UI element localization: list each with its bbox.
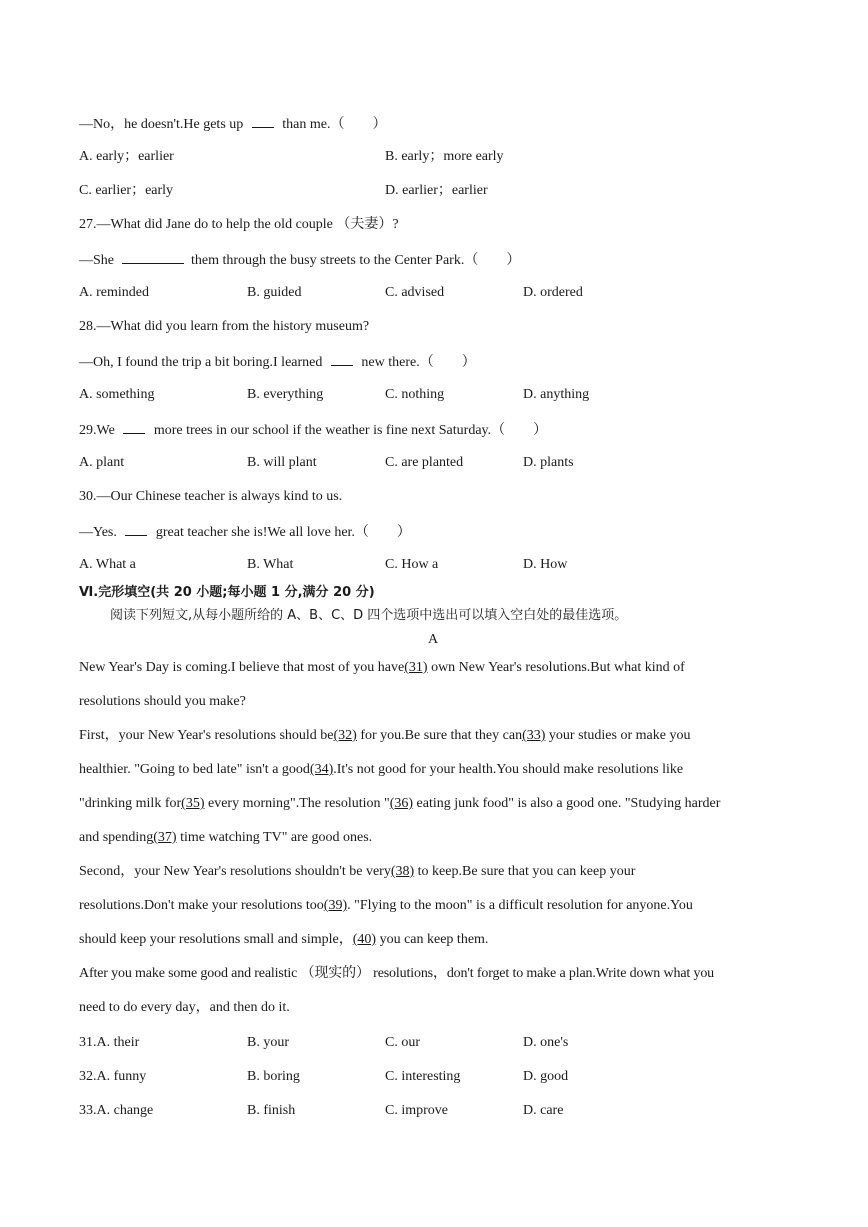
q27-option-a: A. reminded xyxy=(79,285,149,300)
passage-line-10: After you make some good and realistic （现实的） resolutions，don't forget to make a plan.Write down what you xyxy=(79,966,715,981)
q27-prompt: 27.—What did Jane do to help the old couple （夫妻）? xyxy=(79,217,399,232)
q26-option-b: B. early；more early xyxy=(385,149,504,164)
q28-answer-prefix: —Oh, I found the trip a bit boring.I learned xyxy=(79,355,323,370)
q27-option-b: B. guided xyxy=(247,285,302,300)
q33-option-a: 33.A. change xyxy=(79,1103,154,1118)
passage-line-8 xyxy=(79,897,693,915)
q26-answer-prefix: —No，he doesn't.He gets up xyxy=(79,117,244,132)
q28-answer-line xyxy=(79,352,476,372)
q30-option-a: A. What a xyxy=(79,557,136,572)
q26-option-a: A. early；earlier xyxy=(79,149,174,164)
blank-39: (39) xyxy=(323,898,348,913)
q30-answer-suffix: great teacher she is!We all love her.（ ） xyxy=(155,525,411,540)
passage-text: your studies or make you xyxy=(545,728,691,743)
passage-text: First，your New Year's resolutions should be xyxy=(79,728,334,743)
passage-line-5 xyxy=(79,795,720,813)
section-heading: Ⅵ.完形填空(共 20 小题;每小题 1 分,满分 20 分) xyxy=(79,585,375,600)
passage-text: .It's not good for your health.You should make resolutions like xyxy=(333,762,684,777)
q31-option-d: D. one's xyxy=(523,1035,569,1050)
q30-answer-line xyxy=(79,522,411,542)
q32-options xyxy=(79,1068,819,1086)
q27-answer-prefix: —She xyxy=(79,253,114,268)
passage-line-4 xyxy=(79,761,683,779)
passage-line-11: need to do every day，and then do it. xyxy=(79,1000,290,1015)
q26-answer-line xyxy=(79,114,387,134)
q29-prompt-suffix: more trees in our school if the weather is fine next Saturday.（ ） xyxy=(153,423,548,438)
q32-option-b: B. boring xyxy=(247,1069,300,1084)
q26-options-row2 xyxy=(79,182,819,200)
passage-text: healthier. "Going to bed late" isn't a good xyxy=(79,762,310,777)
blank-40: (40) xyxy=(352,932,377,947)
passage-line-3 xyxy=(79,727,690,745)
q28-option-c: C. nothing xyxy=(385,387,445,402)
q29-option-c: C. are planted xyxy=(385,455,464,470)
q29-option-b: B. will plant xyxy=(247,455,317,470)
q32-option-c: C. interesting xyxy=(385,1069,461,1084)
q27-options xyxy=(79,284,819,302)
q30-blank xyxy=(125,522,147,536)
q27-answer-line xyxy=(79,250,520,270)
q29-blank xyxy=(123,420,145,434)
blank-33: (33) xyxy=(522,728,546,743)
q27-blank xyxy=(122,250,184,264)
q30-options xyxy=(79,556,819,574)
q26-option-d: D. earlier；earlier xyxy=(385,183,488,198)
passage-text: and spending xyxy=(79,830,154,845)
q31-option-c: C. our xyxy=(385,1035,420,1050)
blank-32: (32) xyxy=(333,728,357,743)
passage-text: every morning".The resolution " xyxy=(204,796,390,811)
passage-text: New Year's Day is coming.I believe that most of you have xyxy=(79,660,405,675)
blank-34: (34) xyxy=(309,762,334,777)
q31-options xyxy=(79,1034,819,1052)
q27-answer-suffix: them through the busy streets to the Center Park.（ ） xyxy=(191,253,521,268)
q28-option-b: B. everything xyxy=(247,387,324,402)
q31-option-b: B. your xyxy=(247,1035,289,1050)
q32-option-d: D. good xyxy=(523,1069,569,1084)
q33-options xyxy=(79,1102,819,1120)
q28-prompt: 28.—What did you learn from the history museum? xyxy=(79,319,370,334)
q26-answer-suffix: than me.（ ） xyxy=(282,117,387,132)
q27-option-c: C. advised xyxy=(385,285,445,300)
q30-answer-prefix: —Yes. xyxy=(79,525,117,540)
q33-option-b: B. finish xyxy=(247,1103,296,1118)
q32-option-a: 32.A. funny xyxy=(79,1069,147,1084)
q27-option-d: D. ordered xyxy=(523,285,583,300)
passage-line-7 xyxy=(79,863,635,881)
blank-38: (38) xyxy=(390,864,415,879)
q28-blank xyxy=(331,352,353,366)
q33-option-d: D. care xyxy=(523,1103,564,1118)
q26-blank xyxy=(252,114,274,128)
q28-answer-suffix: new there.（ ） xyxy=(361,355,476,370)
q30-prompt: 30.—Our Chinese teacher is always kind to us. xyxy=(79,489,343,504)
passage-line-1 xyxy=(79,659,685,677)
passage-text: own New Year's resolutions.But what kind of xyxy=(427,660,685,675)
passage-line-6 xyxy=(79,829,372,847)
q29-option-a: A. plant xyxy=(79,455,125,470)
section-instruction: 阅读下列短文,从每小题所给的 A、B、C、D 四个选项中选出可以填入空白处的最佳选项。 xyxy=(110,608,628,623)
passage-text: to keep.Be sure that you can keep your xyxy=(414,864,636,879)
q31-option-a: 31.A. their xyxy=(79,1035,140,1050)
q30-option-b: B. What xyxy=(247,557,294,572)
q29-option-d: D. plants xyxy=(523,455,574,470)
q28-option-d: D. anything xyxy=(523,387,590,402)
blank-31: (31) xyxy=(404,660,428,675)
passage-text: for you.Be sure that they can xyxy=(356,728,523,743)
blank-36: (36) xyxy=(389,796,414,811)
passage-text: you can keep them. xyxy=(376,932,489,947)
q29-prompt-prefix: 29.We xyxy=(79,423,115,438)
q29-options xyxy=(79,454,819,472)
q30-option-c: C. How a xyxy=(385,557,439,572)
passage-text: "drinking milk for xyxy=(79,796,182,811)
blank-35: (35) xyxy=(181,796,205,811)
q33-option-c: C. improve xyxy=(385,1103,448,1118)
passage-text: time watching TV" are good ones. xyxy=(176,830,373,845)
passage-label: A xyxy=(428,632,439,647)
passage-text: eating junk food" is also a good one. "Studying harder xyxy=(413,796,721,811)
q28-options xyxy=(79,386,819,404)
q26-option-c: C. earlier；early xyxy=(79,183,174,198)
passage-text: should keep your resolutions small and simple， xyxy=(79,932,353,947)
passage-line-2: resolutions should you make? xyxy=(79,694,246,709)
passage-text: . "Flying to the moon" is a difficult resolution for anyone.You xyxy=(347,898,693,913)
q29-prompt-line xyxy=(79,420,547,440)
passage-text: Second，your New Year's resolutions shouldn't be very xyxy=(79,864,391,879)
passage-line-9 xyxy=(79,931,488,949)
passage-text: resolutions.Don't make your resolutions too xyxy=(79,898,324,913)
q30-option-d: D. How xyxy=(523,557,568,572)
blank-37: (37) xyxy=(153,830,177,845)
q28-option-a: A. something xyxy=(79,387,155,402)
q26-options-row1 xyxy=(79,148,819,166)
